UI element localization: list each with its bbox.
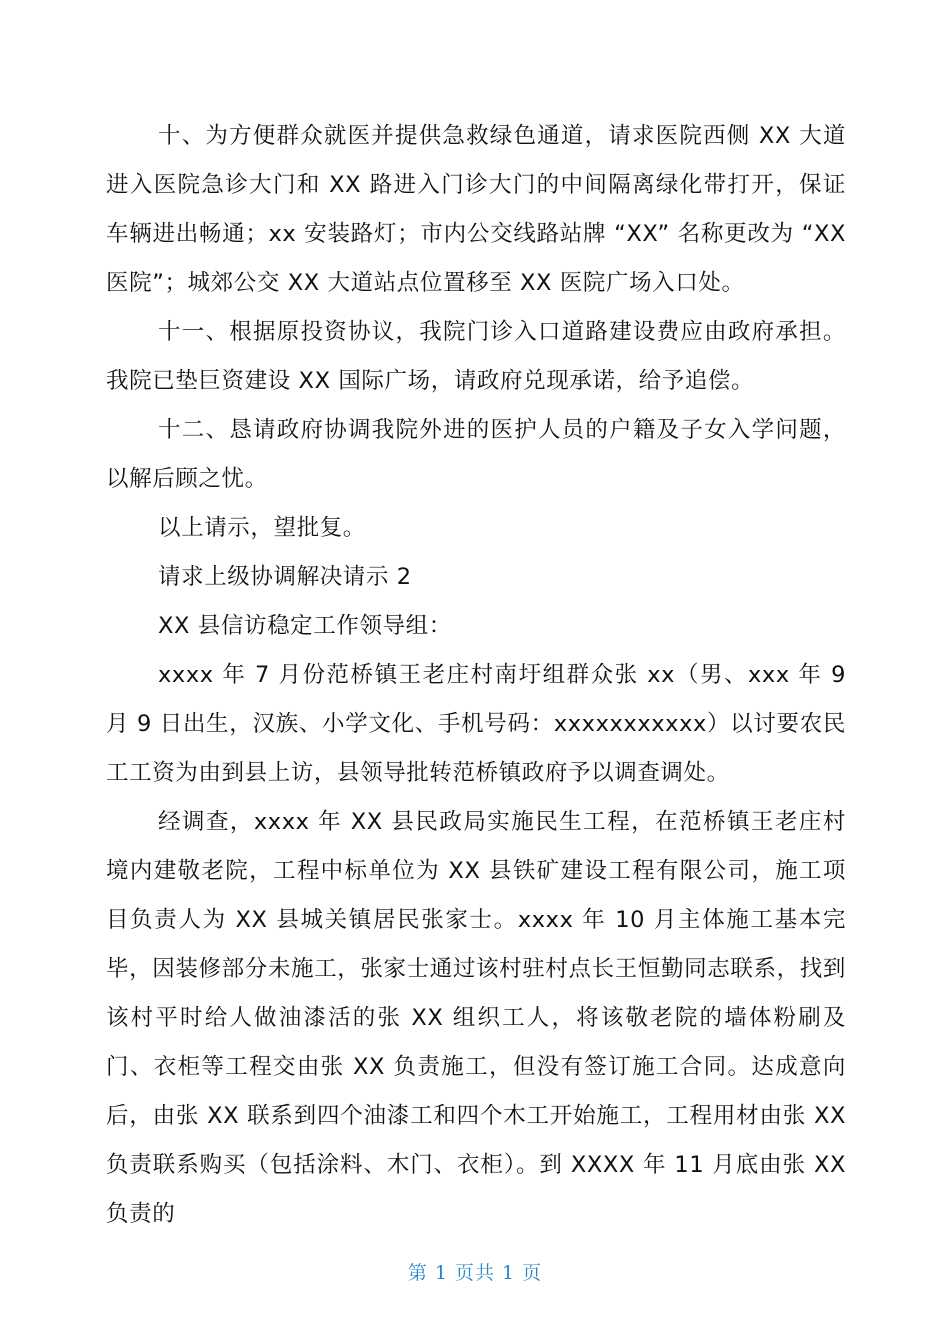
paragraph-complaint: xxxx 年 7 月份范桥镇王老庄村南圩组群众张 xx（男、xxx 年 9 月 9 日出生，汉族、小学文化、手机号码：xxxxxxxxxxx）以讨要农民工工资为由到县上访，县领导批转范桥镇政府予以调查调处。 xyxy=(106,662,846,786)
paragraph-item-11: 十一、根据原投资协议，我院门诊入口道路建设费应由政府承担。我院已垫巨资建设 XX 国际广场，请政府兑现承诺，给予追偿。 xyxy=(106,319,846,394)
document-title: 请求上级协调解决请示 2 xyxy=(158,564,412,590)
closing-line: 以上请示，望批复。 xyxy=(158,515,366,541)
addressee: XX 县信访稳定工作领导组： xyxy=(158,613,452,639)
page-footer: 第 1 页共 1 页 xyxy=(407,1262,543,1284)
paragraph-item-12: 十二、恳请政府协调我院外进的医护人员的户籍及子女入学问题，以解后顾之忧。 xyxy=(106,417,846,492)
document-body xyxy=(106,112,846,1239)
paragraph-item-10: 十、为方便群众就医并提供急救绿色通道，请求医院西侧 XX 大道进入医院急诊大门和 XX 路进入门诊大门的中间隔离绿化带打开，保证车辆进出畅通；xx 安装路灯；市内公交线路站牌 “XX” 名称更改为 “XX 医院”；城郊公交 XX 大道站点位置移至 XX 医院广场入口处。 xyxy=(106,123,846,296)
paragraph-investigation: 经调查，xxxx 年 XX 县民政局实施民生工程，在范桥镇王老庄村境内建敬老院，工程中标单位为 XX 县铁矿建设工程有限公司，施工项目负责人为 XX 县城关镇居民张家士。xxxx 年 10 月主体施工基本完毕，因装修部分未施工，张家士通过该村驻村点长王恒勤同志联系，找到该村平时给人做油漆活的张 XX 组织工人，将该敬老院的墙体粉刷及门、衣柜等工程交由张 XX 负责施工，但没有签订施工合同。达成意向后，由张 XX 联系到四个油漆工和四个木工开始施工，工程用材由张 XX 负责联系购买（包括涂料、木门、衣柜）。到 XXXX 年 11 月底由张 XX 负责的 xyxy=(106,809,846,1227)
